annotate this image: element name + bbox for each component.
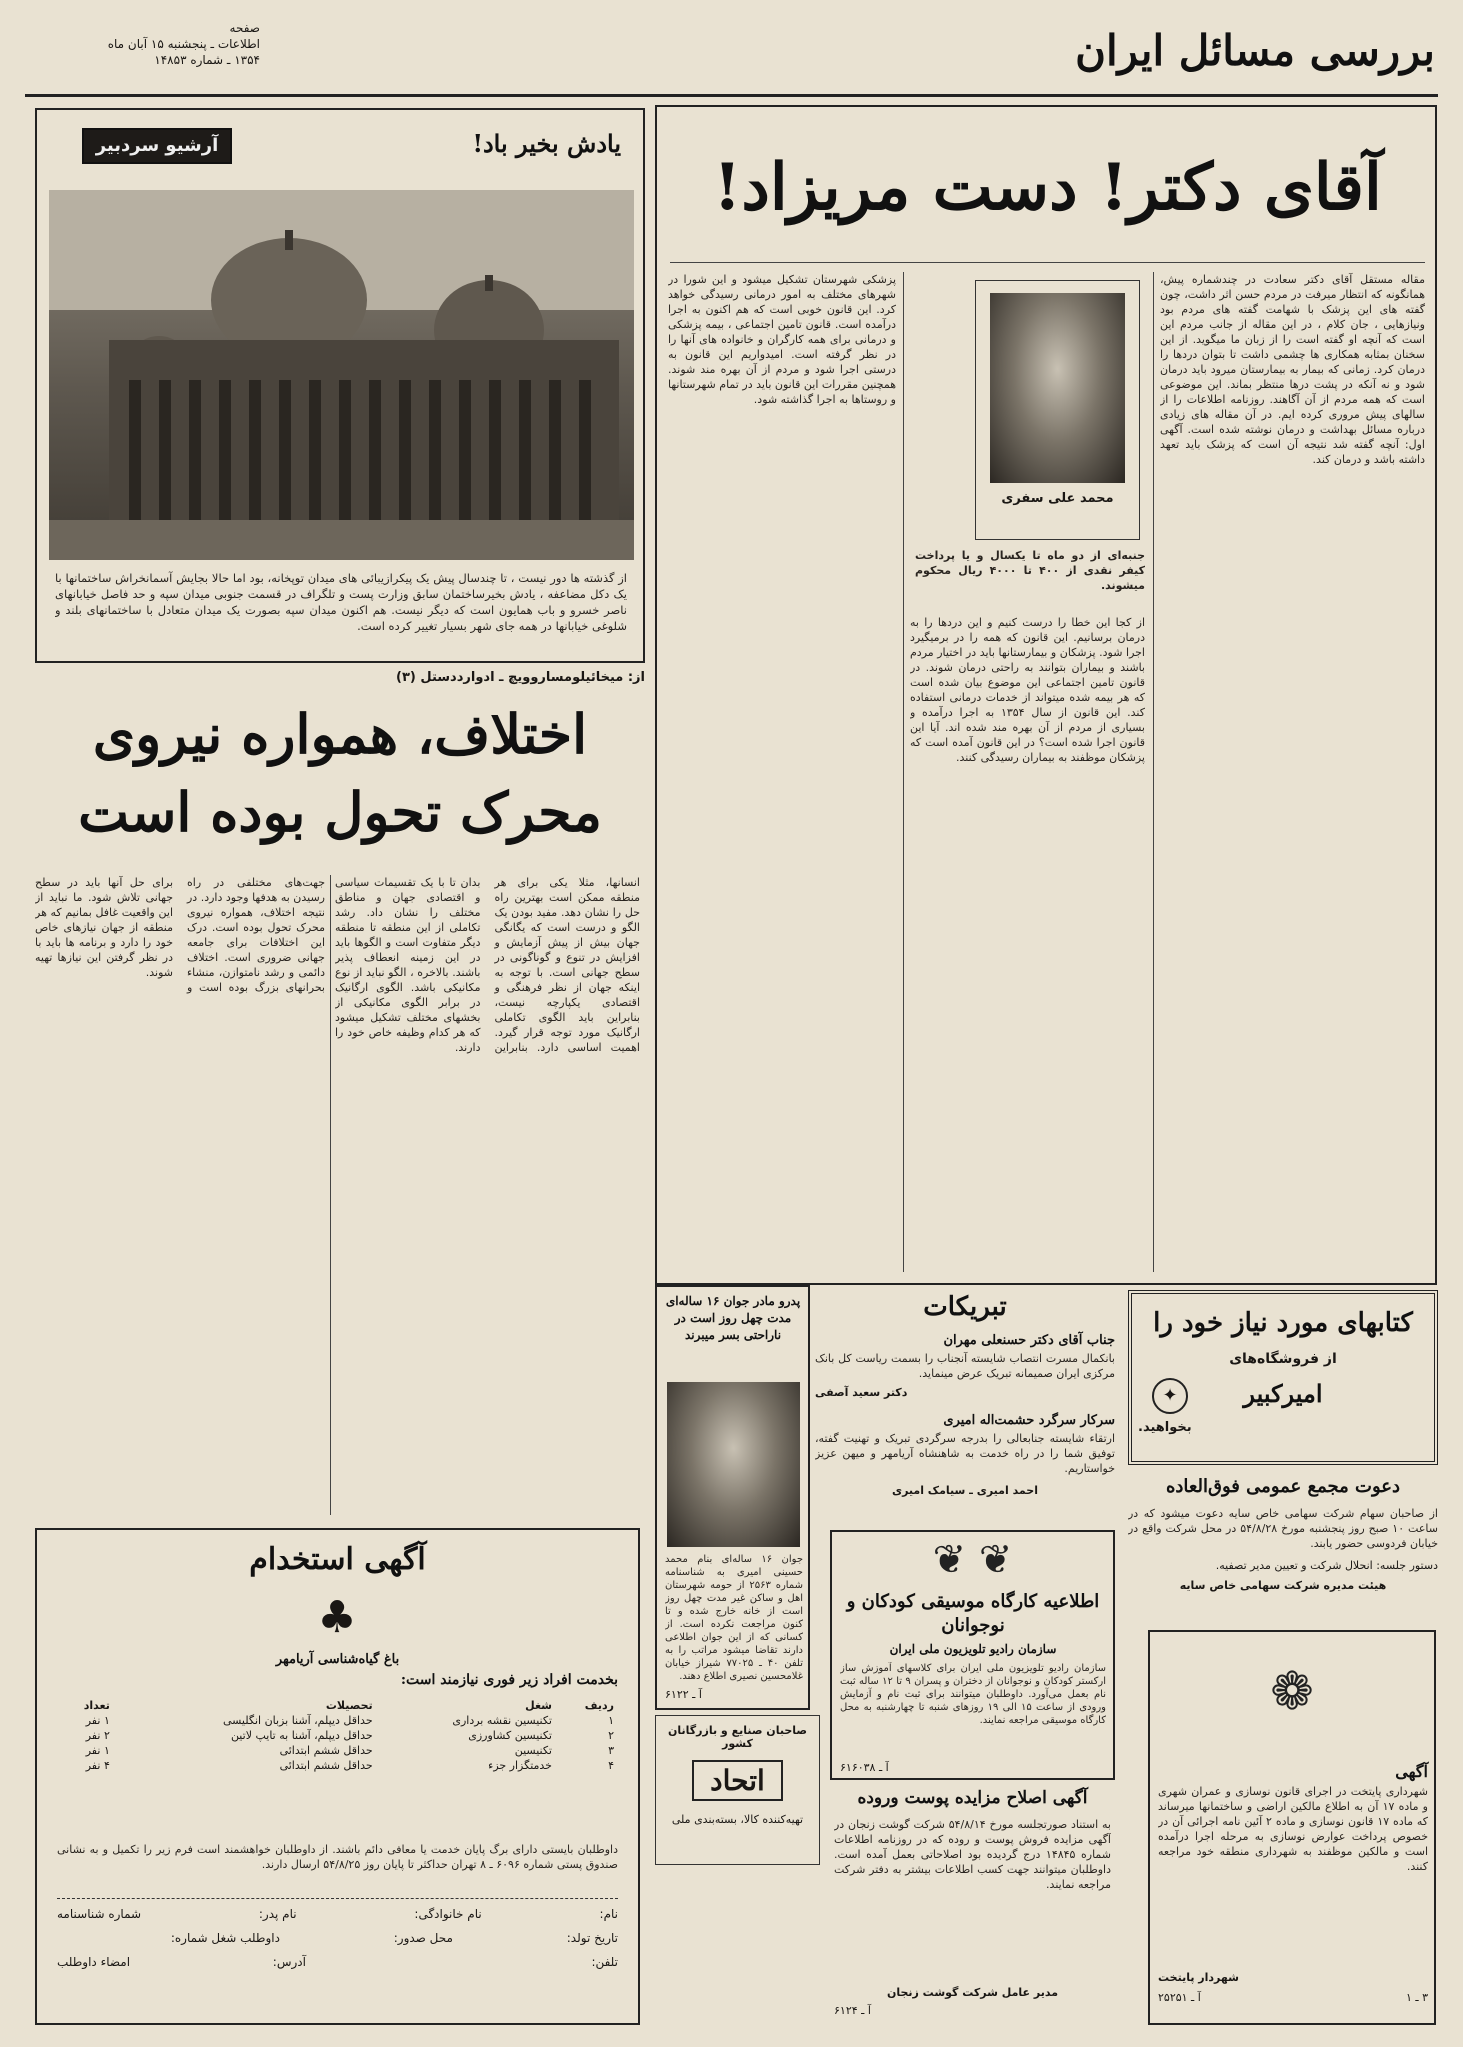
society-badge (655, 1715, 820, 1865)
municipality-sign: شهردار پایتخت (1158, 1971, 1239, 1984)
meeting-title: دعوت مجمع عمومی فوق‌العاده (1165, 1476, 1401, 1497)
portrait-name: محمد علی سفری (1001, 491, 1114, 506)
paper-issue: ۱۳۵۴ ـ شماره ۱۴۸۵۳ (154, 53, 260, 67)
masthead-rule (25, 94, 1438, 97)
cell: ۱ نفر (85, 1744, 110, 1757)
books-end: بخواهید. (1138, 1420, 1192, 1435)
auction-box (830, 1785, 1115, 2030)
society-line-2: اتحاد (692, 1760, 783, 1801)
auction-body: به استناد صورتجلسه مورخ ۵۴/۸/۱۴ شرکت گوشت زنجان در آگهی مزایده فروش پوست و روده که در روزنامه اطلاعات شماره ۱۴۸۴۵ درج گردیده بود اصلاحاتی بعمل آمده است. داوطلبان میتوانند جهت کسب اطلاعات بیشتر به دفتر شرکت مراجعه نمایند. (834, 1818, 1111, 1891)
books-ad (1128, 1290, 1438, 1465)
missing-ref: آ ـ ۶۱۲۲ (665, 1688, 702, 1701)
form-field-label: شماره شناسنامه (57, 1907, 142, 1921)
cell: ۲ (608, 1729, 614, 1742)
table-row (57, 1728, 618, 1743)
th-education: تحصیلات (325, 1699, 373, 1712)
form-field-label: محل صدور: (393, 1931, 453, 1945)
meeting-agenda: دستور جلسه: انحلال شرکت و تعیین مدیر تصفیه. (1215, 1559, 1438, 1572)
cell: حداقل دیپلم، آشنا بزبان انگلیسی (222, 1714, 373, 1727)
employment-title: آگهی استخدام (249, 1542, 426, 1577)
employment-org: باغ گیاه‌شناسی آریامهر (275, 1652, 400, 1667)
archive-photo (49, 190, 634, 560)
congrats-title: تبریکات (923, 1292, 1007, 1322)
books-title: کتابهای مورد نیاز خود را (1153, 1308, 1413, 1338)
society-line-3: تهیه‌کننده کالا، بسته‌بندی ملی (671, 1813, 804, 1826)
employment-need: بخدمت افراد زیر فوری نیازمند است: (400, 1672, 618, 1688)
congrats-name-2: سرکار سرگرد حشمت‌اله امیری (943, 1413, 1115, 1428)
building-illustration (49, 190, 634, 560)
paper-date: اطلاعات ـ پنجشنبه ۱۵ آبان ماه (107, 37, 260, 51)
congrats-sign-2: احمد امیری ـ سیامک امیری (891, 1484, 1038, 1497)
music-ref: آ ـ ۶۱۶۰۳۸ (840, 1761, 889, 1774)
congrats-body-1: بانکمال مسرت انتصاب شایسته آنجناب را بسمت ریاست کل بانک مرکزی ایران صمیمانه تبریک عرض مینماید. (815, 1352, 1115, 1380)
doctor-headline: آقای دکتر! دست مریزاد! (713, 150, 1382, 225)
doctor-signature-note: جنبه‌ای از دو ماه تا یکسال و یا پرداخت کیفر نقدی از ۴۰۰ تا ۴۰۰۰ ریال محکوم میشوند. (915, 549, 1145, 592)
municipality-ref: آ ـ ۲۵۲۵۱ (1158, 1991, 1201, 2004)
cell: حداقل دیپلم، آشنا به تایپ لاتین (230, 1729, 373, 1742)
paper-info (40, 20, 260, 68)
table-row (57, 1758, 618, 1773)
cell: ۱ (608, 1714, 614, 1727)
doctor-portrait (990, 293, 1125, 483)
paper-page-label: صفحه (229, 21, 260, 35)
missing-body: جوان ۱۶ ساله‌ای بنام محمد حسینی امیری به شناسنامه شماره ۲۵۶۳ از حومه شهرستان اهل و ساکن غیر مدت چهل روز است از خانه خارج شده و تا کنون مراجعت نکرده است. از کسانی که از این جوان اطلاعی دارند تقاضا میشود مراتب را به تلفن ۴۰ ـ ۷۷۰۲۵ شیراز خیابان غلامحسین نصیری اطلاع دهند. (665, 1554, 803, 1682)
meeting-sign: هیئت مدیره شرکت سهامی خاص سایه (1179, 1579, 1387, 1592)
form-field-label: نام خانوادگی: (414, 1907, 482, 1921)
municipality-title: آگهی (1395, 1762, 1428, 1781)
missing-box (655, 1285, 810, 1710)
books-brand: امیرکبیر (1243, 1379, 1323, 1408)
form-field-label: نام پدر: (258, 1907, 297, 1921)
doctor-headline-rule (670, 262, 1425, 263)
municipality-ref2: ۳ ـ ۱ (1405, 1991, 1428, 2004)
form-row (57, 1955, 618, 1969)
congrats-body-2: ارتقاء شایسته جنابعالی را بدرجه سرگردی تبریک و تهنیت گفته، توفیق شما را در راه خدمت به شاهنشاه آریامهر و میهن عزیز خواستاریم. (815, 1432, 1115, 1475)
form-field-label: داوطلب شغل شماره: (170, 1931, 280, 1945)
section-title: بررسی مسائل ایران (1075, 26, 1435, 75)
doctor-col2: از کجا این خطا را درست کنیم و این دردها را به درمان برسانیم. این قانون که همه را در برمیگیرد اجرا شود. پزشکان و بیمارستانها باید در اختیار مردم باشند و بیماران بتوانند به راحتی درمان شوند. در قانون تامین اجتماعی این موضوع بیان شده است که هر بیمه شده میتواند از خدمات درمانی استفاده کند. این قانون از سال ۱۳۵۴ به اجرا درآمده و بسیاری از مردم از آن بهره مند شده اند. آیا این قانون اجرا شده است؟ در این قانون آمده است که پزشکان موظفند به بیماران رسیدگی کنند. (910, 616, 1145, 764)
cell: حداقل ششم ابتدائی (279, 1759, 373, 1772)
auction-ref: آ ـ ۶۱۲۴ (834, 2004, 871, 2017)
cell: خدمتگزار جزء (488, 1759, 552, 1772)
meeting-body: از صاحبان سهام شرکت سهامی خاص سایه دعوت میشود که در ساعت ۱۰ صبح روز پنجشنبه مورخ ۵۴/۸/۲۸ در محل شرکت واقع در خیابان فردوسی حضور یابند. (1128, 1507, 1438, 1550)
auction-title: آگهی اصلاح مزایده پوست وروده (857, 1788, 1088, 1808)
cell: ۴ (608, 1759, 614, 1772)
music-org: سازمان رادیو تلویزیون ملی ایران (889, 1642, 1057, 1656)
municipality-body: شهرداری پایتخت در اجرای قانون نوسازی و عمران شهری و ماده ۱۷ آن به اطلاع مالکین اراضی و ساختمانها میرساند که ماده ۱۷ قانون نوسازی و ماده ۲ آئین نامه اجرائی آن در خصوص پرداخت عوارض نوسازی به مرحله اجرا درآمده است و مالکین موظفند به شهرداری منطقه خود مراجعه کنند. (1158, 1785, 1428, 1873)
article-headline: اختلاف، همواره نیروی محرک تحول بوده است (78, 702, 602, 844)
th-count: تعداد (83, 1699, 110, 1712)
form-field-label: آدرس: (272, 1955, 306, 1969)
article-body-a: انسانها، مثلا یکی برای هر منطقه ممکن است بهترین راه حل را نشان دهد. مفید بودن یک الگو و درست است که یگانگی جهان بیش از پیش آزمایش و افزایش در تنوع و گوناگونی در سطح جهانی است. با توجه به اینکه جهان از نظر فرهنگی و اقتصادی یکپارچه نیست، بنابراین باید الگوی تکاملی ارگانیک مورد توجه قرار گیرد. اهمیت اساسی دارد. بنابراین بدان تا با یک تقسیمات سیاسی و اقتصادی جهان و مناطق مختلف را نشان داد. رشد تکاملی از این منطقه تا منطقه دیگر متفاوت است و الگوها باید در این زمینه انعطاف پذیر باشند. بالاخره ، الگو نباید از نوع مکانیکی باشد. الگوی ارگانیک در برابر الگوی مکانیکی از بخشهای مختلف تشکیل میشود که هر کدام وظیفه خاص خود را دارند. (335, 876, 640, 1054)
employment-table (57, 1698, 618, 1773)
form-field-label: تلفن: (591, 1955, 618, 1969)
employment-logo-icon: ♣ (317, 1592, 357, 1643)
cell: تکنیسین کشاورزی (468, 1729, 552, 1742)
employment-form (57, 1898, 618, 2008)
cell: ۴ نفر (85, 1759, 110, 1772)
form-field-label: نام: (599, 1907, 618, 1921)
cell: ۱ نفر (85, 1714, 110, 1727)
doctor-rule2 (903, 272, 904, 1272)
cell: حداقل ششم ابتدائی (279, 1744, 373, 1757)
cell: تکنیسین (514, 1744, 552, 1757)
archive-box (35, 108, 645, 663)
missing-title: پدرو مادر جوان ۱۶ ساله‌ای مدت چهل روز است در ناراحتی بسر میبرند (665, 1294, 801, 1342)
cell: تکنیسین نقشه برداری (452, 1714, 552, 1727)
missing-photo (667, 1382, 800, 1547)
doctor-col3: پزشکی شهرستان تشکیل میشود و این شورا در شهرهای مختلف به امور درمانی رسیدگی خواهد کرد. این قانون خوبی است که هم اکنون به اجرا درآمده است. قانون تامین اجتماعی ، بیمه پزشکی و درمانی برای همه کارگران و خانواده های آنها را در نظر گرفته است. امیدواریم این قانون به درستی اجرا شود و مردم از آن بهره مند شوند. همچنین مقررات این قانون باید در تمام شهرستانها و روستاها به اجرا گذاشته شود. (668, 273, 896, 406)
th-row: ردیف (584, 1699, 614, 1712)
municipality-box (1148, 1630, 1436, 2025)
archive-caption: از گذشته ها دور نیست ، تا چندسال پیش یک پیکرازیبائی های میدان توپخانه، بود اما حالا بجایش آسمانخراش ساختمانها با یک دکل مضاعفه ، یادش بخیرساختمان سابق وزارت پست و تلگراف در قسمت جنوبی میدان سپه و حد فاصل خیابانهای ناصر خسرو و باب همایون است که دیگر نیست. هم اکنون میدان سپه بصورت یک میدان متعادل با ساختمانهای بلند و شلوغی خیابانها در همه جای شهر بسیار تغییر کرده است. (55, 571, 627, 633)
music-ornament-icon: ❦ ❦ (932, 1537, 1013, 1583)
col-rule (330, 875, 331, 1515)
article-byline: از: میخائیلومساروویچ ـ ادوارددستل (۳) (395, 670, 645, 685)
doctor-portrait-frame (975, 280, 1140, 540)
meeting-box (1128, 1470, 1438, 1620)
congrats-box (815, 1285, 1115, 1530)
music-box (830, 1530, 1115, 1780)
table-row (57, 1743, 618, 1758)
table-row (57, 1713, 618, 1728)
employment-box (35, 1528, 640, 2025)
employment-note: داوطلبان بایستی دارای برگ پایان خدمت یا معافی دائم باشند. از داوطلبان خواهشمند است فرم زیر را تکمیل و به نشانی صندوق پستی شماره ۶۰۹۶ ـ ۸ تهران حداکثر تا پایان روز ۵۴/۸/۲۵ ارسال دارند. (57, 1843, 618, 1871)
books-sub: از فروشگاه‌های (1229, 1351, 1337, 1367)
society-line-1: صاحبان صنایع و بازرگانان کشور (667, 1724, 808, 1750)
auction-sign: مدیر عامل شرکت گوشت زنجان (886, 1986, 1059, 1999)
th-job: شغل (525, 1699, 552, 1712)
archive-title: یادش بخیر باد! (472, 129, 621, 158)
employment-table-wrap (57, 1698, 618, 1773)
congrats-sign-1: دکتر سعید آصفی (815, 1386, 908, 1399)
doctor-rule1 (1153, 272, 1154, 1272)
form-field-label: امضاء داوطلب (57, 1955, 131, 1969)
article-body-b: جهت‌های مختلفی در راه رسیدن به هدفها وجود دارد. در نتیجه اختلاف، همواره نیروی محرک تحول بوده است. درک این اختلافات برای جامعه جهانی ضروری است. اختلاف دائمی و رشد نامتوازن، منشاء بحرانهای بزرگ بوده است و برای حل آنها باید در سطح جهانی تلاش شود. ما نباید از این واقعیت غافل بمانیم که هر منطقه از جهان نیازهای خاص خود را دارد و برنامه ها باید با در نظر گرفتن این نیازها تهیه شوند. (35, 876, 325, 994)
cell: ۲ نفر (85, 1729, 110, 1742)
cell: ۳ (608, 1744, 614, 1757)
congrats-name-1: جناب آقای دکتر حسنعلی مهران (943, 1333, 1115, 1348)
archive-badge: آرشیو سردبیر (82, 128, 232, 164)
form-row (57, 1907, 618, 1921)
music-title: اطلاعیه کارگاه موسیقی کودکان و نوجوانان (846, 1591, 1100, 1636)
books-logo-icon: ✦ (1152, 1378, 1188, 1414)
music-body: سازمان رادیو تلویزیون ملی ایران برای کلاسهای آموزش ساز ارکستر کودکان و نوجوانان از دختران و پسران ۹ تا ۱۲ ساله ثبت نام بعمل می‌آورد. داوطلبان میتوانند برای ثبت نام و آزمایش ورودی از ساعت ۱۵ الی ۱۹ روزهای شنبه تا چهارشنبه به محل کارگاه موسیقی مراجعه نمایند. (840, 1663, 1106, 1726)
form-row (57, 1931, 618, 1945)
form-field-label: تاریخ تولد: (566, 1931, 618, 1945)
doctor-col1: مقاله مستقل آقای دکتر سعادت در چندشماره پیش، همانگونه که انتظار میرفت در مردم حسن اثر داشت، چون گفته های این پزشک با شهامت گفته های مردم بود ونیازهایی ، جان کلام ، در این مقاله از جانب مردم این است که آنچه او گفته است را از زبان ما میگوید. از این سخنان بمثابه همکاری ها چشمی داشت تا بتوان دردها را درمان کرد. زمانی که بیمار به بیمارستان میرود باید درمان شود و نه آنکه در پشت درها منتظر بماند. این موضوعی است که همه مردم از آن آگاهند. روزنامه اطلاعات را از سالهای پیش مروری کرده ایم. در آن مقاله های زیادی درباره مسائل بهداشت و درمان نوشته شده است. آگهی اول: آنچه گفته شد نتیجه آن است که پزشک باید تعهد داشته باشد و درمان کند. (1160, 273, 1425, 466)
municipality-emblem-icon: ❁ (1270, 1662, 1314, 1722)
employment-table-header (57, 1698, 618, 1713)
